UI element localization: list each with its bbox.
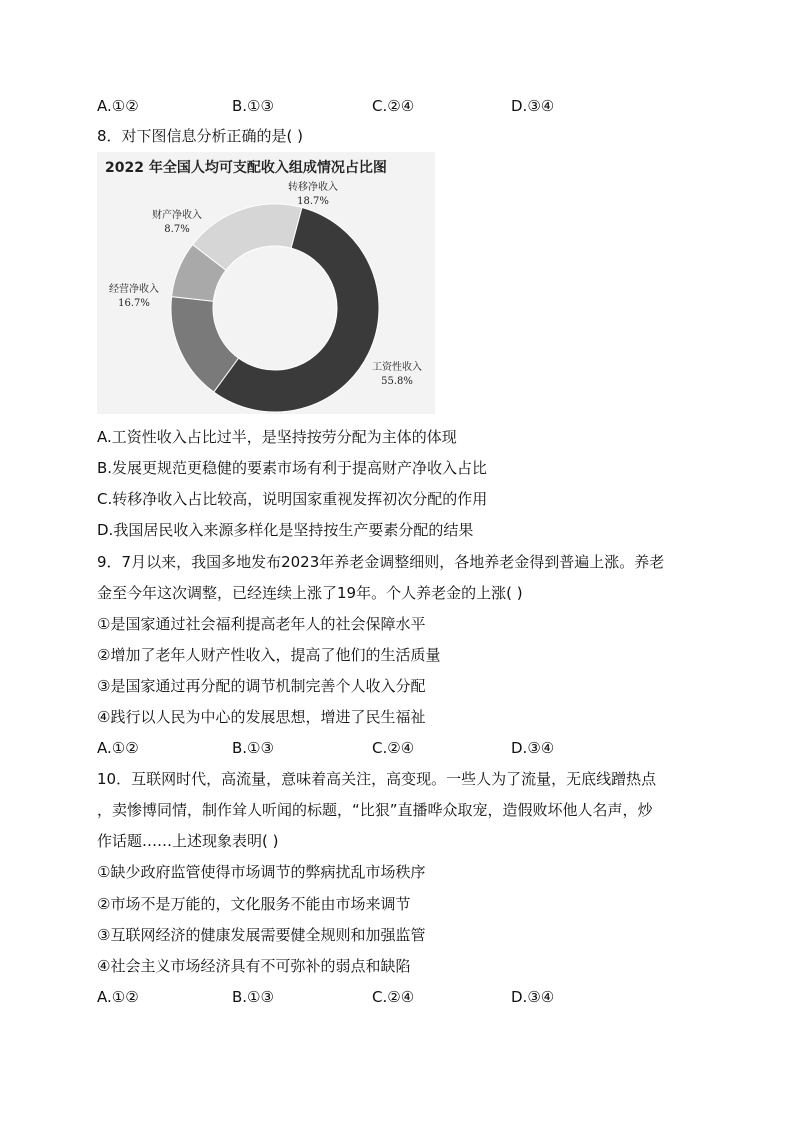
q9-option-d: D.③④	[511, 739, 555, 757]
q10-item-3: ③互联网经济的健康发展需要健全规则和加强监管	[97, 926, 426, 944]
q10-option-b: B.①③	[232, 988, 274, 1006]
q10-stem-line2: ，卖惨博同情，制作耸人听闻的标题，“比狠”直播哗众取宠，造假败坏他人名声，炒	[97, 801, 653, 819]
q8-option-b: B.发展更规范更稳健的要素市场有利于提高财产净收入占比	[97, 459, 488, 477]
q10-item-4: ④社会主义市场经济具有不可弥补的弱点和缺陷	[97, 957, 411, 975]
q10-stem-line1: 10．互联网时代，高流量，意味着高关注，高变现。一些人为了流量，无底线蹭热点	[97, 770, 657, 788]
q10-option-a: A.①②	[97, 988, 139, 1006]
slice-value-label-2: 8.7%	[164, 224, 190, 235]
q8-stem: 8．对下图信息分析正确的是( )	[97, 127, 304, 145]
slice-value-label-0: 55.8%	[381, 376, 413, 387]
slice-label-2: 财产净收入	[152, 210, 202, 221]
q9-option-a: A.①②	[97, 739, 139, 757]
q10-option-c: C.②④	[372, 988, 415, 1006]
q10-item-1: ①缺少政府监管使得市场调节的弊病扰乱市场秩序	[97, 863, 426, 881]
slice-label-0: 工资性收入	[372, 362, 422, 373]
q9-stem-line1: 9．7月以来，我国多地发布2023年养老金调整细则，各地养老金得到普遍上涨。养老	[97, 553, 665, 571]
q9-stem-line2: 金至今年这次调整，已经连续上涨了19年。个人养老金的上涨( )	[97, 584, 523, 602]
q10-stem-line3: 作话题……上述现象表明( )	[97, 832, 279, 850]
q9-item-2: ②增加了老年人财产性收入，提高了他们的生活质量	[97, 646, 441, 664]
q9-option-b: B.①③	[232, 739, 274, 757]
q8-option-d: D.我国居民收入来源多样化是坚持按生产要素分配的结果	[97, 521, 474, 539]
q10-option-d: D.③④	[511, 988, 555, 1006]
q7-option-a: A.①②	[97, 97, 139, 115]
figure-title: 2022 年全国人均可支配收入组成情况占比图	[105, 160, 387, 176]
q7-option-c: C.②④	[372, 97, 415, 115]
income-donut-chart	[97, 152, 435, 414]
slice-value-label-3: 18.7%	[297, 196, 329, 207]
q8-option-c: C.转移净收入占比较高，说明国家重视发挥初次分配的作用	[97, 490, 488, 508]
income-donut-figure	[97, 152, 435, 414]
q7-option-d: D.③④	[511, 97, 555, 115]
q9-item-1: ①是国家通过社会福利提高老年人的社会保障水平	[97, 615, 426, 633]
q10-item-2: ②市场不是万能的，文化服务不能由市场来调节	[97, 895, 411, 913]
slice-label-3: 转移净收入	[288, 182, 338, 193]
q7-option-b: B.①③	[232, 97, 274, 115]
slice-value-label-1: 16.7%	[118, 298, 150, 309]
slice-label-1: 经营净收入	[109, 284, 159, 295]
q9-option-c: C.②④	[372, 739, 415, 757]
q9-item-4: ④践行以人民为中心的发展思想，增进了民生福祉	[97, 708, 426, 726]
q9-item-3: ③是国家通过再分配的调节机制完善个人收入分配	[97, 677, 426, 695]
q8-option-a: A.工资性收入占比过半，是坚持按劳分配为主体的体现	[97, 428, 457, 446]
